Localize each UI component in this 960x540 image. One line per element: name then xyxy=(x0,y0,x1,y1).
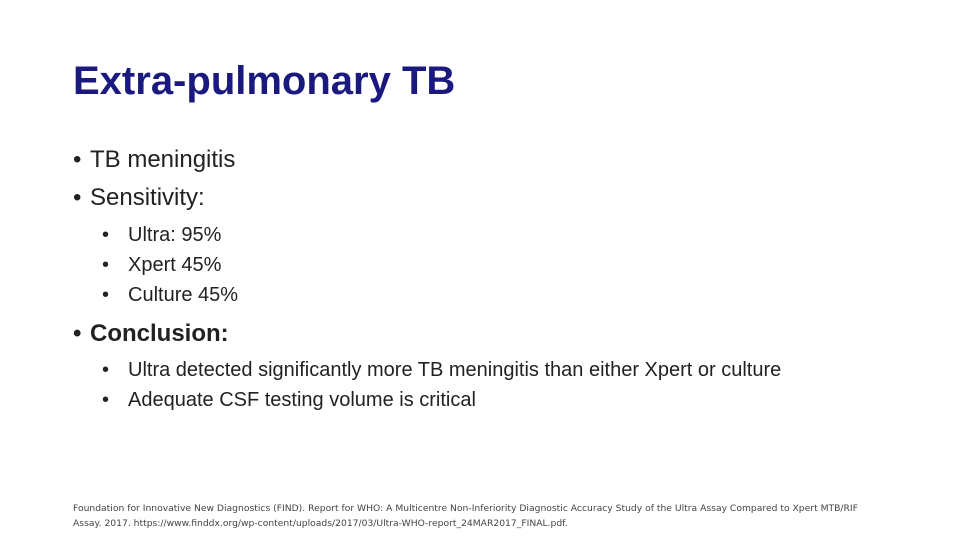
bullet-marker: • xyxy=(102,254,110,276)
bullet-tb-meningitis xyxy=(73,146,873,174)
bullet-marker: • xyxy=(102,224,110,246)
bullet-marker: • xyxy=(102,389,110,411)
bullet-sensitivity xyxy=(73,184,873,212)
bullet-marker: • xyxy=(73,146,82,173)
sub-bullet-culture xyxy=(102,282,873,308)
bullet-text: Conclusion: xyxy=(90,320,229,347)
sub-bullet-text: Ultra detected significantly more TB meningitis than either Xpert or culture xyxy=(128,359,782,381)
slide-body xyxy=(73,146,873,417)
conclusion-sub-list xyxy=(102,358,873,413)
sub-bullet-text: Culture 45% xyxy=(128,284,239,306)
bullet-marker: • xyxy=(73,184,82,211)
bullet-marker: • xyxy=(102,359,110,381)
bullet-conclusion xyxy=(73,320,873,348)
sub-bullet-xpert xyxy=(102,252,873,278)
sub-bullet-csf-volume xyxy=(102,387,873,413)
sub-bullet-ultra xyxy=(102,222,873,248)
sub-bullet-ultra-detected xyxy=(102,358,848,383)
sub-bullet-text: Adequate CSF testing volume is critical xyxy=(128,389,476,411)
sub-bullet-text: Ultra: 95% xyxy=(128,224,222,246)
sensitivity-sub-list xyxy=(102,222,873,308)
slide-title: Extra-pulmonary TB xyxy=(73,59,456,103)
sub-bullet-text: Xpert 45% xyxy=(128,254,222,276)
bullet-marker: • xyxy=(102,284,110,306)
bullet-text: TB meningitis xyxy=(90,146,236,173)
footnote-citation: Foundation for Innovative New Diagnostics (FIND). Report for WHO: A Multicentre Non-Inferiority Diagnostic Accuracy Study of the Ultra Assay Compared to Xpert MTB/RIF Assay. 2017. https://www.finddx.org/wp-content/uploads/2017/03/Ultra-WHO-report_24MAR2017_FINAL.pdf. xyxy=(73,503,858,529)
bullet-text: Sensitivity: xyxy=(90,184,205,211)
bullet-marker: • xyxy=(73,320,82,347)
